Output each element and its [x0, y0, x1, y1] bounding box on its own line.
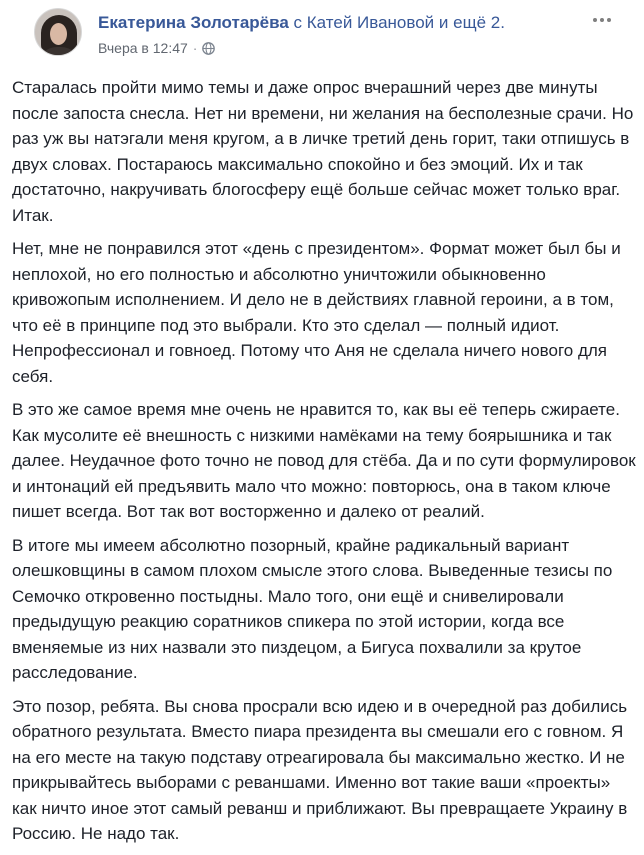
globe-icon[interactable] — [202, 42, 215, 55]
post-paragraph: В итоге мы имеем абсолютно позорный, крайне радикальный вариант олешковщины в самом плохом смысле этого слова. Выведенные тезисы по Семочко откровенно постыдны. Мало того, они ещё и снивелировали предыдущую реакцию соратников спикера по этой истории, когда все вменяемые из них назвали это пиздецом, а Бигуса похвалили за крутое расследование. — [12, 535, 613, 682]
post-paragraph: Старалась пройти мимо темы и даже опрос вчерашний через две минуты после запоста снесла. Нет ни времени, ни желания на бесполезные срачи. Но раз уж вы натэгали меня кругом, а в личке третий день горит, таки отпишусь в двух словах. Постараюсь максимально спокойно и без эмоций. Их и так достаточно, накручивать блогосферу ещё больше сейчас может только враг. Итак. — [12, 78, 634, 225]
post-paragraph: Нет, мне не понравился этот «день с президентом». Формат может был бы и неплохой, но его полностью и абсолютно уничтожили обыкновенно кривожопым исполнением. И дело не в действиях главной героини, а в том, что её в принципе под это выбрали. Кто это сделал — полный идиот. Непрофессионал и говноед. Потому что Аня не сделала ничего нового для себя. — [12, 239, 621, 386]
avatar-face — [50, 23, 67, 45]
post-author-line — [98, 13, 505, 33]
tagged-people-link[interactable]: Катей Ивановой и ещё 2. — [306, 13, 505, 32]
post-paragraph: Это позор, ребята. Вы снова просрали всю идею и в очередной раз добились обратного результата. Вместо пиара президента вы смешали его с говном. Я на его месте на такую подставу отреагировала бы максимально жестко. И не прикрывайтесь выборами с реваншами. Именно вот такие ваши «проекты» как ничто иное этот самый реванш и приближают. Вы превращаете Украину в Россию. Не надо так. — [12, 696, 628, 843]
post-text — [12, 75, 636, 855]
meta-separator: · — [192, 40, 198, 56]
more-options-icon[interactable] — [588, 10, 616, 30]
post-meta — [98, 40, 215, 56]
post-header — [22, 0, 622, 62]
post-timestamp[interactable]: Вчера в 12:47 — [98, 40, 188, 56]
tagged-prefix: с — [293, 13, 303, 32]
author-avatar[interactable] — [34, 8, 82, 56]
post-paragraph: В это же самое время мне очень не нравится то, как вы её теперь сжираете. Как мусолите её внешность с низкими намёками на тему боярышника и так далее. Неудачное фото точно не повод для стёба. Да и по сути формулировок и интонаций ей предъявить мало что можно: повторюсь, она в таком ключе пишет всегда. Вот так вот восторженно и далеко от реалий. — [12, 400, 636, 521]
author-name-link[interactable]: Екатерина Золотарёва — [98, 13, 289, 32]
